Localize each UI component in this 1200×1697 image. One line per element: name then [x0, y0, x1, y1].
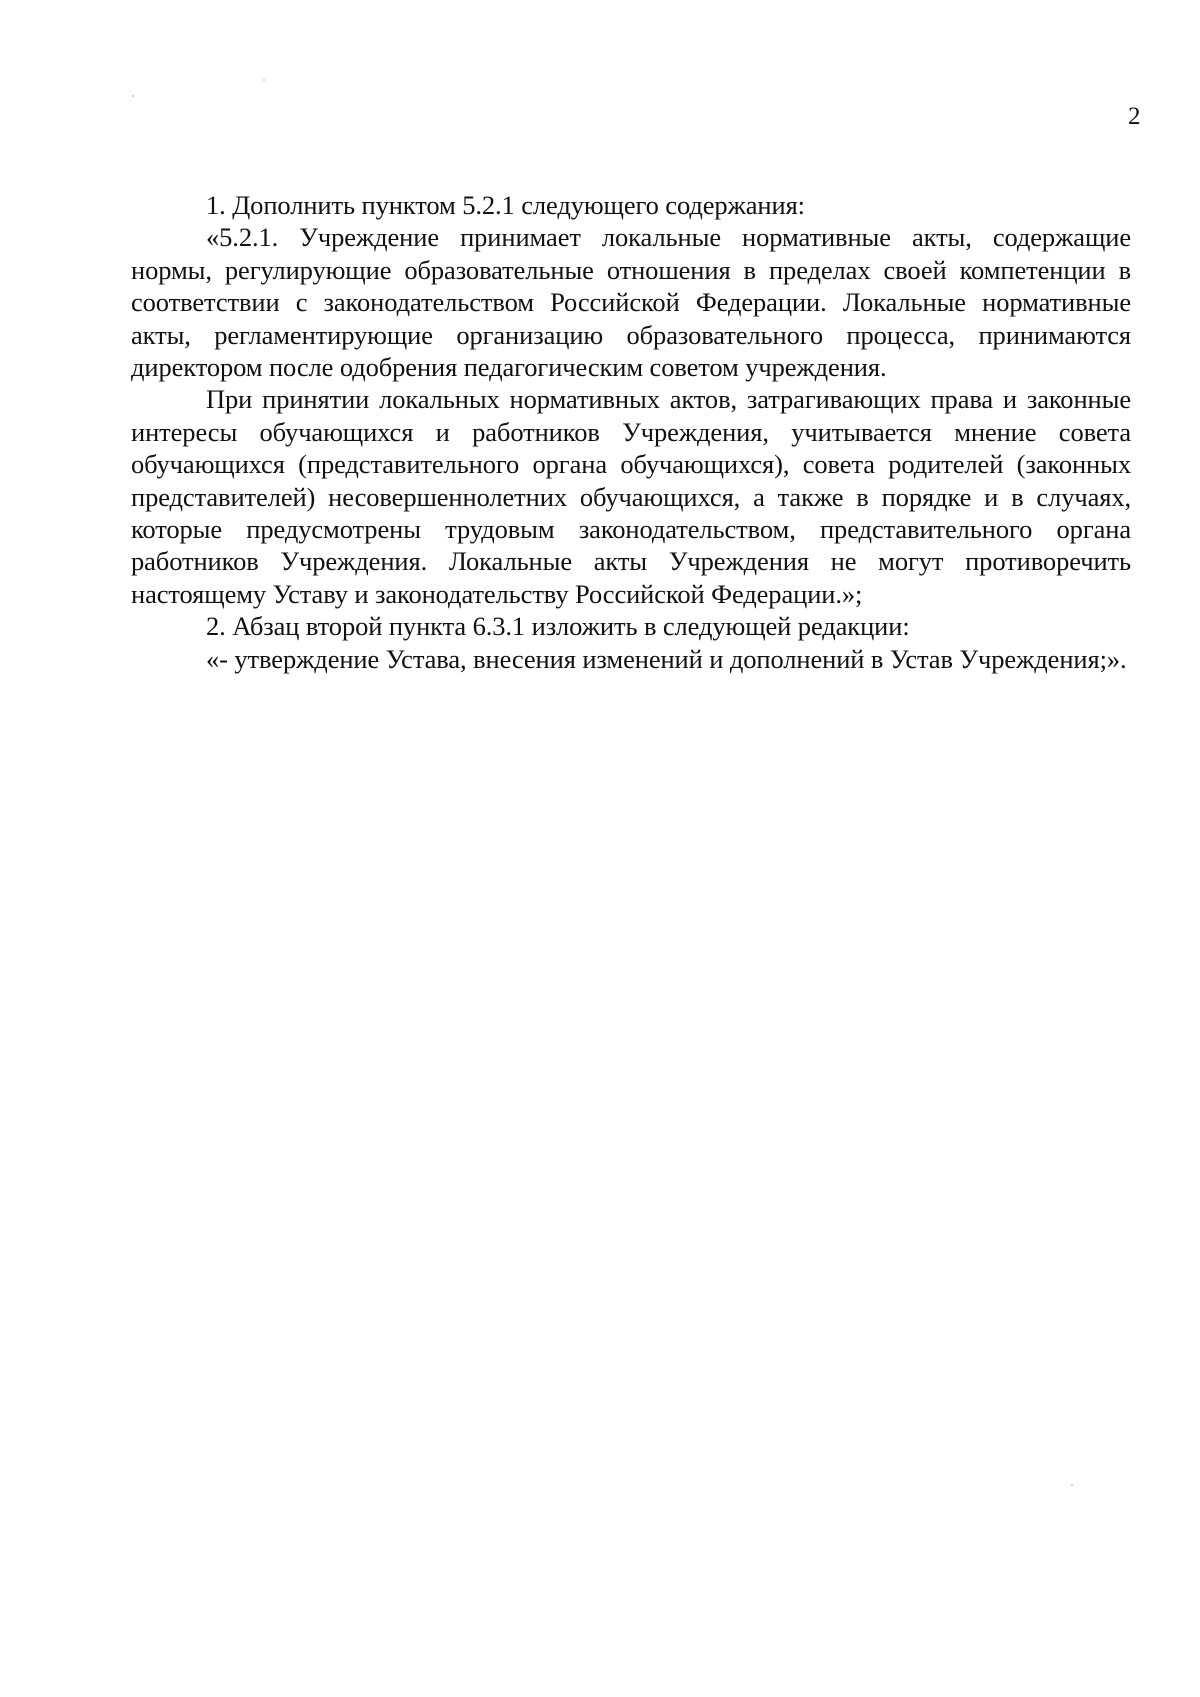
paragraph-clause-5-2-1: «5.2.1. Учреждение принимает локальные нормативные акты, содержащие нормы, регулирующие образовательные отношения в пределах своей компетенции в соответствии с законодательством Российской Федерации. Локальные нормативные акты, регламентирующие организацию образовательного процесса, принимаются директором после одобрения педагогическим советом учреждения.: [131, 222, 1131, 383]
page-number: 2: [1128, 103, 1141, 130]
paragraph-item-2: 2. Абзац второй пункта 6.3.1 изложить в следующей редакции:: [206, 611, 910, 642]
document-body: [131, 189, 1131, 675]
paragraph-item-1: 1. Дополнить пунктом 5.2.1 следующего содержания:: [206, 190, 805, 220]
scan-speck: [1071, 1484, 1073, 1486]
paragraph-local-acts: При принятии локальных нормативных актов, затрагивающих права и законные интересы обучающихся и работников Учреждения, учитывается мнение совета обучающихся (представительного органа обучающихся), совета родителей (законных представителей) несовершеннолетних обучающихся, а также в порядке и в случаях, которые предусмотрены трудовым законодательством, представительного органа работников Учреждения. Локальные акты Учреждения не могут противоречить настоящему Уставу и законодательству Российской Федерации.»;: [131, 384, 1131, 609]
scan-speck: [263, 79, 265, 81]
paragraph-clause-6-3-1: «- утверждение Устава, внесения изменений и дополнений в Устав Учреждения;».: [206, 643, 1127, 674]
scan-speck: [132, 95, 134, 97]
